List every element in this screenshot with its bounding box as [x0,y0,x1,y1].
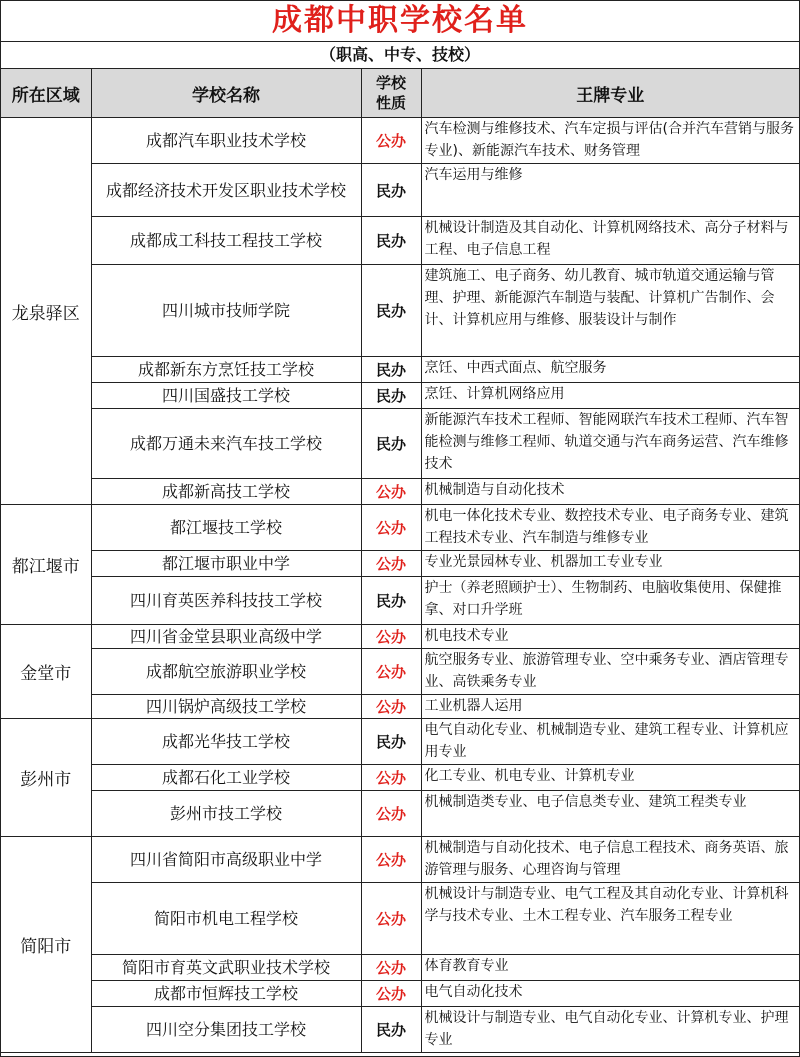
school-type-cell: 公办 [361,765,421,791]
school-type-cell: 民办 [361,577,421,625]
school-name-cell: 四川育英医养科技技工学校 [91,577,361,625]
school-name-cell: 四川空分集团技工学校 [91,1007,361,1053]
school-name-cell: 成都成工科技工程技工学校 [91,217,361,265]
school-type-cell: 公办 [361,955,421,981]
major-cell: 机电技术专业 [421,625,799,649]
school-type-cell: 公办 [361,505,421,551]
school-name-cell: 成都经济技术开发区职业技术学校 [91,164,361,217]
major-cell: 专业光景园林专业、机器加工专业专业 [421,551,799,577]
major-cell: 机械设计与制造专业、电气工程及其自动化专业、计算机科学与技术专业、土木工程专业、汽车服务工程专业 [421,883,799,955]
school-name-cell: 成都航空旅游职业学校 [91,649,361,695]
major-cell: 电气自动化技术 [421,981,799,1007]
school-name-cell: 简阳市育英文武职业技术学校 [91,955,361,981]
school-type-cell: 民办 [361,1007,421,1053]
header-nature [361,69,421,118]
major-cell: 电气自动化专业、机械制造专业、建筑工程专业、计算机应用专业 [421,719,799,765]
school-type-cell: 公办 [361,791,421,837]
header-nature-line1: 学校 [375,74,406,92]
major-cell: 航空服务专业、旅游管理专业、空中乘务专业、酒店管理专业、高铁乘务专业 [421,649,799,695]
school-type-cell: 公办 [361,479,421,505]
page-title: 成都中职学校名单 [1,1,799,42]
school-table [1,69,799,1053]
header-school: 学校名称 [91,69,361,118]
major-cell: 机械设计与制造专业、电气自动化专业、计算机专业、护理专业 [421,1007,799,1053]
school-type-cell: 民办 [361,409,421,479]
region-cell: 彭州市 [1,719,91,837]
school-type-cell: 公办 [361,837,421,883]
region-cell: 简阳市 [1,837,91,1053]
school-name-cell: 四川锅炉高级技工学校 [91,695,361,719]
school-type-cell: 公办 [361,695,421,719]
page-subtitle: （职高、中专、技校） [1,42,799,69]
table-row [1,695,799,719]
school-name-cell: 四川国盛技工学校 [91,383,361,409]
major-cell: 新能源汽车技术工程师、智能网联汽车技术工程师、汽车智能检测与维修工程师、轨道交通与汽车商务运营、汽车维修技术 [421,409,799,479]
major-cell: 汽车运用与维修 [421,164,799,217]
major-cell: 汽车检测与维修技术、汽车定损与评估(合并汽车营销与服务专业)、新能源汽车技术、财务管理 [421,118,799,164]
table-row [1,837,799,883]
school-name-cell: 成都万通未来汽车技工学校 [91,409,361,479]
school-type-cell: 公办 [361,118,421,164]
school-type-cell: 公办 [361,649,421,695]
school-type-cell: 公办 [361,625,421,649]
region-cell: 金堂市 [1,625,91,719]
school-name-cell: 四川省金堂县职业高级中学 [91,625,361,649]
header-major: 王牌专业 [421,69,799,118]
major-cell: 护士（养老照顾护士）、生物制药、电脑收集使用、保健推拿、对口升学班 [421,577,799,625]
table-row [1,791,799,837]
school-name-cell: 成都汽车职业技术学校 [91,118,361,164]
table-row [1,164,799,217]
table-row [1,409,799,479]
table-row [1,765,799,791]
table-row [1,551,799,577]
school-name-cell: 成都石化工业学校 [91,765,361,791]
school-name-cell: 成都新高技工学校 [91,479,361,505]
major-cell: 烹饪、计算机网络应用 [421,383,799,409]
major-cell: 机电一体化技术专业、数控技术专业、电子商务专业、建筑工程技术专业、汽车制造与维修专业 [421,505,799,551]
school-type-cell: 民办 [361,357,421,383]
major-cell: 机械制造与自动化技术、电子信息工程技术、商务英语、旅游管理与服务、心理咨询与管理 [421,837,799,883]
school-name-cell: 都江堰技工学校 [91,505,361,551]
table-row [1,625,799,649]
school-name-cell: 四川城市技师学院 [91,265,361,357]
table-row [1,118,799,164]
table-row [1,955,799,981]
table-row [1,719,799,765]
major-cell: 化工专业、机电专业、计算机专业 [421,765,799,791]
school-name-cell: 简阳市机电工程学校 [91,883,361,955]
table-row [1,1007,799,1053]
school-type-cell: 公办 [361,883,421,955]
major-cell: 工业机器人运用 [421,695,799,719]
school-type-cell: 民办 [361,383,421,409]
table-row [1,981,799,1007]
school-type-cell: 民办 [361,719,421,765]
school-type-cell: 民办 [361,164,421,217]
table-row [1,383,799,409]
region-cell: 都江堰市 [1,505,91,625]
school-name-cell: 四川省简阳市高级职业中学 [91,837,361,883]
school-name-cell: 都江堰市职业中学 [91,551,361,577]
major-cell: 机械制造与自动化技术 [421,479,799,505]
school-name-cell: 彭州市技工学校 [91,791,361,837]
major-cell: 机械制造类专业、电子信息类专业、建筑工程类专业 [421,791,799,837]
table-row [1,217,799,265]
header-region: 所在区域 [1,69,91,118]
table-body [1,118,799,1053]
major-cell: 体育教育专业 [421,955,799,981]
school-type-cell: 民办 [361,265,421,357]
school-name-cell: 成都光华技工学校 [91,719,361,765]
school-name-cell: 成都新东方烹饪技工学校 [91,357,361,383]
table-row [1,265,799,357]
table-row [1,883,799,955]
table-row [1,505,799,551]
school-type-cell: 公办 [361,551,421,577]
major-cell: 机械设计制造及其自动化、计算机网络技术、高分子材料与工程、电子信息工程 [421,217,799,265]
table-row [1,577,799,625]
header-nature-line2: 性质 [375,94,406,112]
school-name-cell: 成都市恒辉技工学校 [91,981,361,1007]
table-row [1,479,799,505]
major-cell: 建筑施工、电子商务、幼儿教育、城市轨道交通运输与管理、护理、新能源汽车制造与装配、计算机广告制作、会计、计算机应用与维修、服装设计与制作 [421,265,799,357]
table-row [1,357,799,383]
table-header-row [1,69,799,118]
table-row [1,649,799,695]
school-type-cell: 民办 [361,217,421,265]
region-cell: 龙泉驿区 [1,118,91,505]
major-cell: 烹饪、中西式面点、航空服务 [421,357,799,383]
school-type-cell: 公办 [361,981,421,1007]
